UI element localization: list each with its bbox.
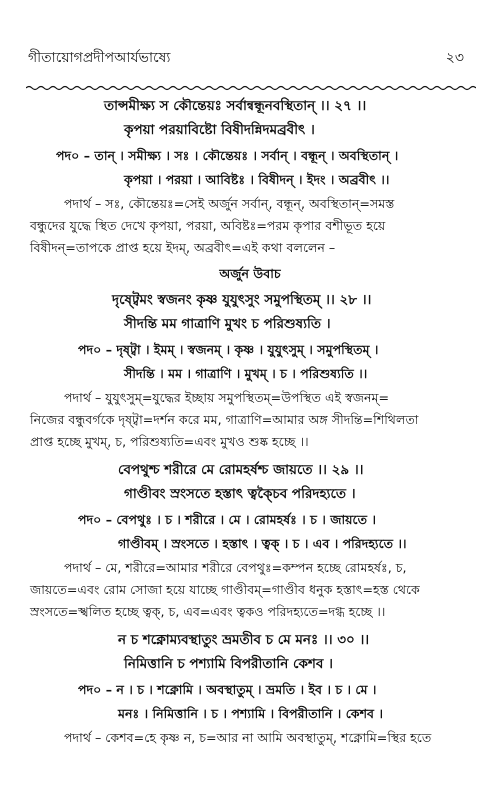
page-header — [28, 46, 464, 70]
text-line: বেপথুশ্চ শরীরে মে রোমহর্ষশ্চ জায়তে ।। ২৯ ।। — [118, 462, 364, 478]
text-line: বিষীদন্=তাপকে প্রাপ্ত হয়ে ইদম্, অব্রবীৎ=এই কথা বললেন – — [30, 240, 336, 255]
text-line: গাণ্ডীবং স্রংসতে হস্তাৎ ত্বক্চৈব পরিদহ্যতে । — [124, 486, 356, 502]
page-number: ২৩ — [445, 50, 464, 66]
text-line: পদার্থ – মে, শরীরে=আমার শরীরে বেপথুঃ=কম্পন হচ্ছে রোমহর্ষঃ, চ, — [64, 560, 407, 575]
text-line: স্রংসতে=স্খলিত হচ্ছে ত্বক্, চ, এব=এবং ত্বকও পরিদহ্যতে=দগ্ধ হচ্ছে ।। — [30, 604, 386, 619]
text-line: কৃপয়া । পরয়া । আবিষ্টঃ । বিষীদন্ । ইদং । অব্রবীৎ ।। — [124, 172, 390, 187]
text-line: সীদন্তি । মম । গাত্রাণি । মুখম্ । চ । পরিশুষ্যতি ।। — [124, 366, 368, 381]
text-line: গাণ্ডীবম্ । স্রংসতে । হস্তাৎ । ত্বক্ । চ । এব । পরিদহ্যতে ।। — [118, 536, 407, 551]
text-line: বন্ধুদের যুদ্ধে স্থিত দেখে কৃপয়া, পরয়া, অবিষ্টঃ=পরম কৃপার বশীভূত হয়ে — [30, 218, 386, 233]
text-line: ন চ শক্নোম্যবস্থাতুং ভ্রমতীব চ মে মনঃ ।। ৩০ ।। — [118, 632, 370, 648]
text-line: নিজের বন্ধুবর্গকে দৃষ্ট্বা=দর্শন করে মম, গাত্রাণি=আমার অঙ্গ সীদন্তি=শিথিলতা — [30, 412, 419, 427]
text-line: পদ০ – দৃষ্ট্বা । ইমম্ । স্বজনম্ । কৃষ্ণ । যুযুৎসুম্ । সমুপস্থিতম্ । — [78, 342, 379, 357]
text-line: পদার্থ – সঃ, কৌন্তেয়ঃ=সেই অর্জুন সর্বান্, বন্ধূন্, অবস্থিতান্=সমস্ত — [64, 196, 395, 211]
text-line: অর্জুন উবাচ — [219, 266, 281, 281]
text-line: তান্সমীক্ষ্য স কৌন্তেয়ঃ সর্বান্বন্ধূনবস্থিতান্ ।। ২৭ ।। — [104, 98, 367, 114]
text-line: পদ০ – ন । চ । শক্নোমি । অবস্থাতুম্ । ভ্রমতি । ইব । চ । মে । — [78, 682, 377, 697]
text-line: পদার্থ – যুযুৎসুম্=যুদ্ধের ইচ্ছায় সমুপস্থিতম্=উপস্থিত এই স্বজনম্= — [64, 390, 390, 405]
running-title: গীতায়োগপ্রদীপআর্যভাষ্যে — [28, 50, 171, 66]
text-line: পদার্থ – কেশব=হে কৃষ্ণ ন, চ=আর না আমি অবস্থাতুম্, শক্নোমি=স্থির হতে — [64, 730, 432, 745]
text-line: নিমিত্তানি চ পশ্যামি বিপরীতানি কেশব । — [124, 656, 333, 672]
text-line: প্রাপ্ত হচ্ছে মুখম্, চ, পরিশুষ্যতি=এবং মুখও শুষ্ক হচ্ছে ।। — [30, 434, 309, 449]
header-wavy-rule — [26, 84, 476, 92]
text-line: মনঃ । নিমিত্তানি । চ । পশ্যামি । বিপরীতানি । কেশব । — [118, 706, 383, 721]
text-line: কৃপয়া পরয়াবিষ্টো বিষীদন্নিদমব্রবীৎ । — [124, 122, 315, 138]
text-line: সীদন্তি মম গাত্রাণি মুখং চ পরিশুষ্যতি । — [124, 316, 331, 332]
text-line: দৃষ্ট্বেমং স্বজনং কৃষ্ণ যুযুৎসুং সমুপস্থিতম্ ।। ২৮ ।। — [112, 292, 372, 308]
text-line: পদ০ – বেপথুঃ । চ । শরীরে । মে । রোমহর্ষঃ । চ । জায়তে । — [78, 512, 376, 527]
text-line: জায়তে=এবং রোম সোজা হয়ে যাচ্ছে গাণ্ডীবম্=গাণ্ডীব ধনুক হস্তাৎ=হস্ত থেকে — [30, 582, 420, 597]
text-line: পদ০ – তান্ । সমীক্ষ্য । সঃ । কৌন্তেয়ঃ । সর্বান্ । বন্ধূন্ । অবস্থিতান্ । — [56, 148, 399, 163]
